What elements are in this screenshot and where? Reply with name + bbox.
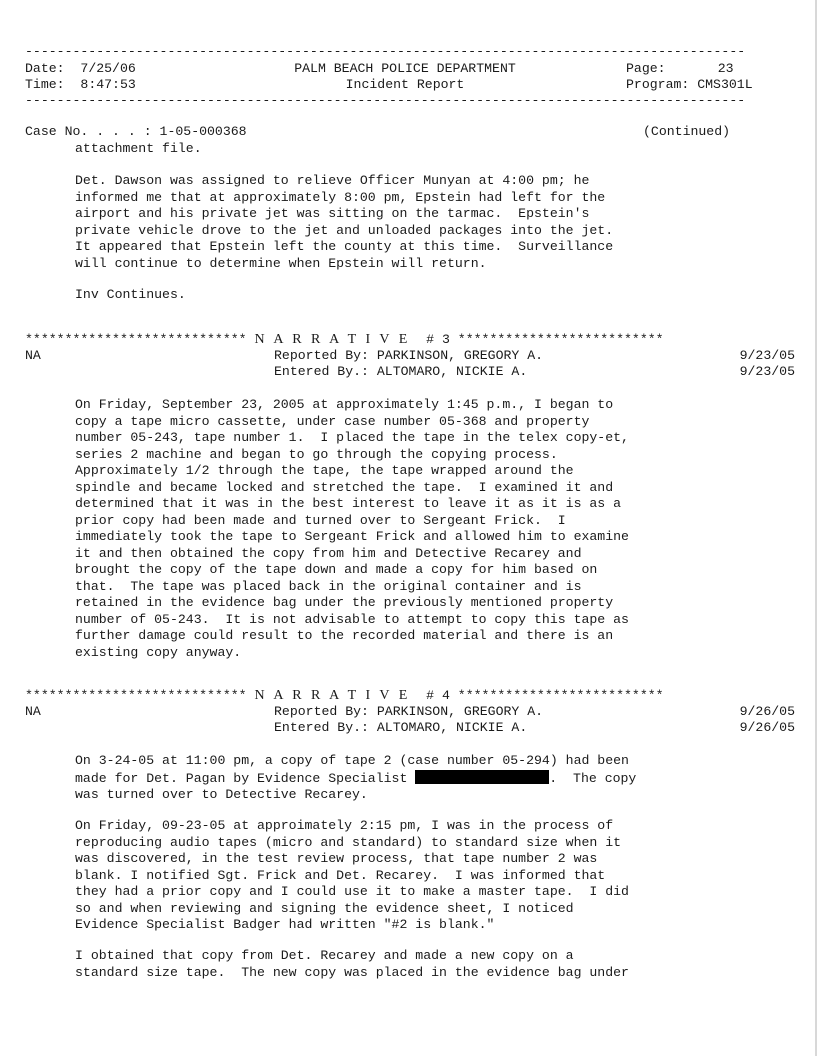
reported-date: 9/26/05 xyxy=(739,704,795,719)
narrative-banner-stars-right: ************************** xyxy=(457,688,664,703)
reported-date: 9/23/05 xyxy=(739,348,795,363)
intro-paragraph xyxy=(75,141,795,158)
redaction-bar xyxy=(415,770,549,784)
narrative-banner-title: N A R R A T I V E xyxy=(254,332,411,347)
case-number: Case No. . . . : 1-05-000368 xyxy=(25,124,247,139)
text-line: it and then obtained the copy from him and Detective Recarey and xyxy=(75,545,582,561)
header-bottom-rule: ------------------------------------------------------------------------------------------- xyxy=(25,93,746,108)
text-line: On 3-24-05 at 11:00 pm, a copy of tape 2 (case number 05-294) had been xyxy=(75,753,629,768)
narrative-4-banner xyxy=(25,688,795,705)
time-label: Time: xyxy=(25,77,65,92)
narrative-banner-stars-right: ************************** xyxy=(457,332,664,347)
text-line: Approximately 1/2 through the tape, the tape wrapped around the xyxy=(75,463,574,478)
time-line xyxy=(25,77,136,94)
text-line: I obtained that copy from Det. Recarey and made a new copy on a xyxy=(75,948,574,963)
date-value: 7/25/06 xyxy=(80,61,136,76)
text-line: retained in the evidence bag under the previously mentioned property xyxy=(75,595,614,610)
dawson-paragraph xyxy=(75,173,795,272)
program-line xyxy=(626,77,786,94)
text-line: Det. Dawson was assigned to relieve Officer Munyan at 4:00 pm; he xyxy=(75,173,590,188)
program-code: CMS301L xyxy=(697,77,753,92)
text-line: brought the copy of the tape down and made a copy for him based on xyxy=(75,562,598,577)
narrative-banner-title: N A R R A T I V E xyxy=(254,688,411,703)
date-label: Date: xyxy=(25,61,65,76)
text-line: was turned over to Detective Recarey. xyxy=(75,787,368,802)
page-line xyxy=(626,61,786,78)
entered-by: Entered By.: ALTOMARO, NICKIE A. xyxy=(274,364,528,379)
text-line: It appeared that Epstein left the county at this time. Surveillance xyxy=(75,239,614,254)
narrative-4-paragraph-3 xyxy=(75,948,795,981)
narrative-4-paragraph-2 xyxy=(75,818,795,934)
text-line: copy a tape micro cassette, under case number 05-368 and property xyxy=(75,413,590,429)
text-line: that. The tape was placed back in the original container and is xyxy=(75,578,582,594)
text-line: prior copy had been made and turned over to Sergeant Frick. I xyxy=(75,512,566,528)
narrative-banner-number: # 4 xyxy=(426,688,450,703)
text-line: reproducing audio tapes (micro and standard) to standard size when it xyxy=(75,834,622,850)
text-segment: made for Det. Pagan by Evidence Specialist xyxy=(75,770,416,786)
text-line: they had a prior copy and I could use it to make a master tape. I did xyxy=(75,884,629,899)
text-line: standard size tape. The new copy was placed in the evidence bag under xyxy=(75,964,629,980)
text-line: determined that it was in the best interest to leave it as it is as a xyxy=(75,496,622,511)
narrative-code: NA xyxy=(25,704,41,719)
text-line: number of 05-243. It is not advisable to attempt to copy this tape as xyxy=(75,611,629,627)
entered-by: Entered By.: ALTOMARO, NICKIE A. xyxy=(274,720,528,735)
entered-date: 9/26/05 xyxy=(739,720,795,735)
text-line: spindle and became locked and stretched the tape. I examined it and xyxy=(75,479,614,495)
text-line: will continue to determine when Epstein will return. xyxy=(75,255,487,271)
text-segment: . The copy xyxy=(549,770,637,786)
text-line: blank. I notified Sgt. Frick and Det. Recarey. I was informed that xyxy=(75,867,606,883)
text-line: number 05-243, tape number 1. I placed the tape in the telex copy-et, xyxy=(75,430,629,445)
page-label: Page: xyxy=(626,61,666,76)
text-line: so and when reviewing and signing the evidence sheet, I noticed xyxy=(75,900,574,916)
time-value: 8:47:53 xyxy=(80,77,136,92)
header-top-rule: ------------------------------------------------------------------------------------------- xyxy=(25,44,746,59)
text-line: Evidence Specialist Badger had written "#2 is blank." xyxy=(75,917,495,932)
text-line: informed me that at approximately 8:00 pm, Epstein had left for the xyxy=(75,189,606,205)
text-line: On Friday, September 23, 2005 at approximately 1:45 p.m., I began to xyxy=(75,397,614,412)
report-type: Incident Report xyxy=(345,77,465,92)
department-name: PALM BEACH POLICE DEPARTMENT xyxy=(294,61,516,76)
reported-by: Reported By: PARKINSON, GREGORY A. xyxy=(274,348,544,363)
text-line: attachment file. xyxy=(75,141,202,156)
narrative-banner-number: # 3 xyxy=(426,332,450,347)
narrative-4-paragraph-1 xyxy=(75,753,795,804)
date-line xyxy=(25,61,136,78)
text-line: airport and his private jet was sitting on the tarmac. Epstein's xyxy=(75,206,590,221)
narrative-code: NA xyxy=(25,348,41,363)
text-line xyxy=(75,770,795,788)
continued-status: (Continued) xyxy=(643,124,731,139)
text-line: further damage could result to the recorded material and there is an xyxy=(75,628,614,643)
narrative-banner-stars-left: **************************** xyxy=(25,688,247,703)
page-number: 23 xyxy=(717,61,734,76)
text-line: On Friday, 09-23-05 at approimately 2:15 pm, I was in the process of xyxy=(75,818,614,833)
entered-date: 9/23/05 xyxy=(739,364,795,379)
reported-by: Reported By: PARKINSON, GREGORY A. xyxy=(274,704,544,719)
narrative-3-banner xyxy=(25,332,795,349)
text-line: private vehicle drove to the jet and unloaded packages into the jet. xyxy=(75,222,614,238)
text-line: immediately took the tape to Sergeant Frick and allowed him to examine xyxy=(75,529,629,544)
text-line: existing copy anyway. xyxy=(75,644,242,660)
inv-continues: Inv Continues. xyxy=(75,287,186,302)
narrative-banner-stars-left: **************************** xyxy=(25,332,247,347)
text-line: was discovered, in the test review process, that tape number 2 was xyxy=(75,851,598,866)
narrative-3-paragraph xyxy=(75,397,795,661)
text-line: series 2 machine and began to go through the copying process. xyxy=(75,446,558,462)
program-label: Program: xyxy=(626,77,690,92)
